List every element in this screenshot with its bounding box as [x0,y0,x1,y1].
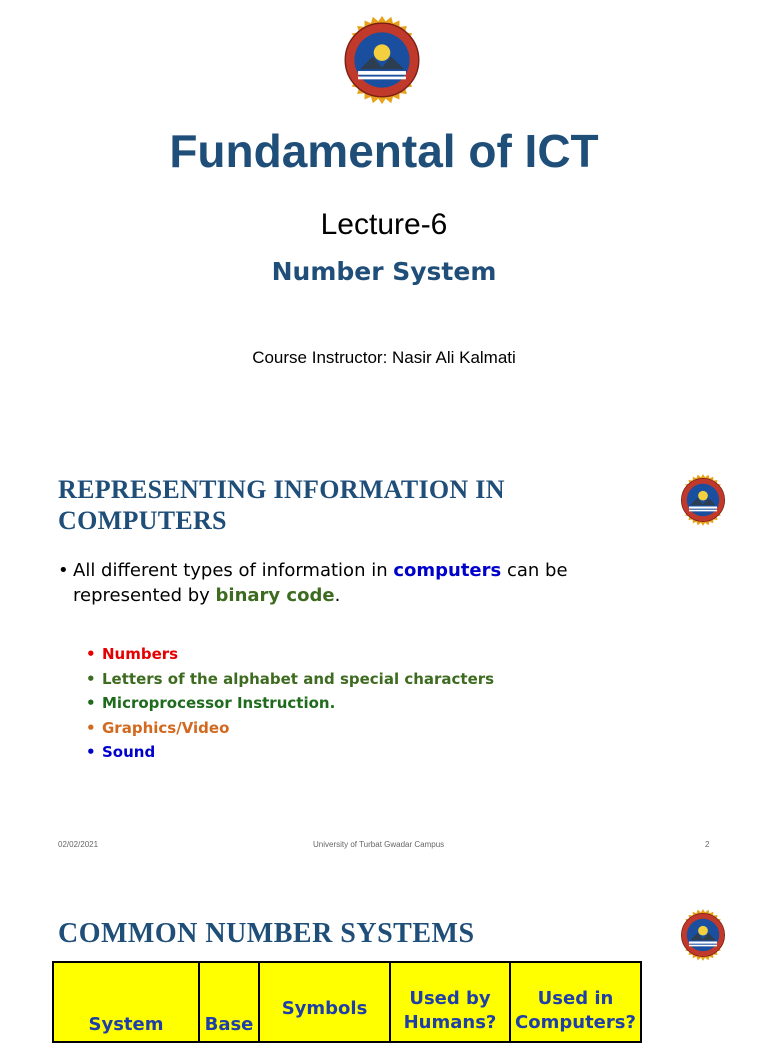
university-seal-logo [676,473,730,527]
footer-campus: University of Turbat Gwadar Campus [313,840,445,849]
column-header: Used by Humans? [390,962,510,1042]
university-seal-logo [336,14,428,106]
slide-heading [58,474,618,536]
number-systems-table [52,961,642,1043]
bullet-dot-icon: • [58,560,69,581]
lecture-number: Lecture-6 [320,208,448,241]
main-bullet-text: All different types of information in computers can be represented by binary code. [73,560,568,606]
slide-heading: COMMON NUMBER SYSTEMS [58,918,475,949]
keyword-binary-code: binary code [215,585,335,606]
main-bullet [58,558,618,608]
footer-page-number: 2 [705,840,710,849]
common-number-systems-slide [0,872,768,1035]
list-item: • Sound [86,740,494,765]
university-seal-logo [676,908,730,962]
keyword-computers: computers [393,560,502,581]
list-item: • Numbers [86,642,494,667]
lecture-topic: Number System [271,257,497,286]
column-header: System [53,962,199,1042]
footer-date: 02/02/2021 [58,840,99,849]
column-header: Symbols [259,962,390,1042]
list-item: • Graphics/Video [86,716,494,741]
slide-heading-line: REPRESENTING INFORMATION IN [58,475,505,504]
column-header: Used in Computers? [510,962,641,1042]
representing-information-slide [0,430,768,864]
table-header-row [53,962,641,1042]
list-item: • Microprocessor Instruction. [86,691,494,716]
presentation-title: Fundamental of ICT [169,125,599,177]
slide-heading-line: COMPUTERS [58,506,227,535]
course-instructor: Course Instructor: Nasir Ali Kalmati [252,348,516,367]
information-types-list [86,642,494,765]
title-slide [0,0,768,420]
column-header: Base [199,962,259,1042]
list-item: • Letters of the alphabet and special characters [86,667,494,692]
